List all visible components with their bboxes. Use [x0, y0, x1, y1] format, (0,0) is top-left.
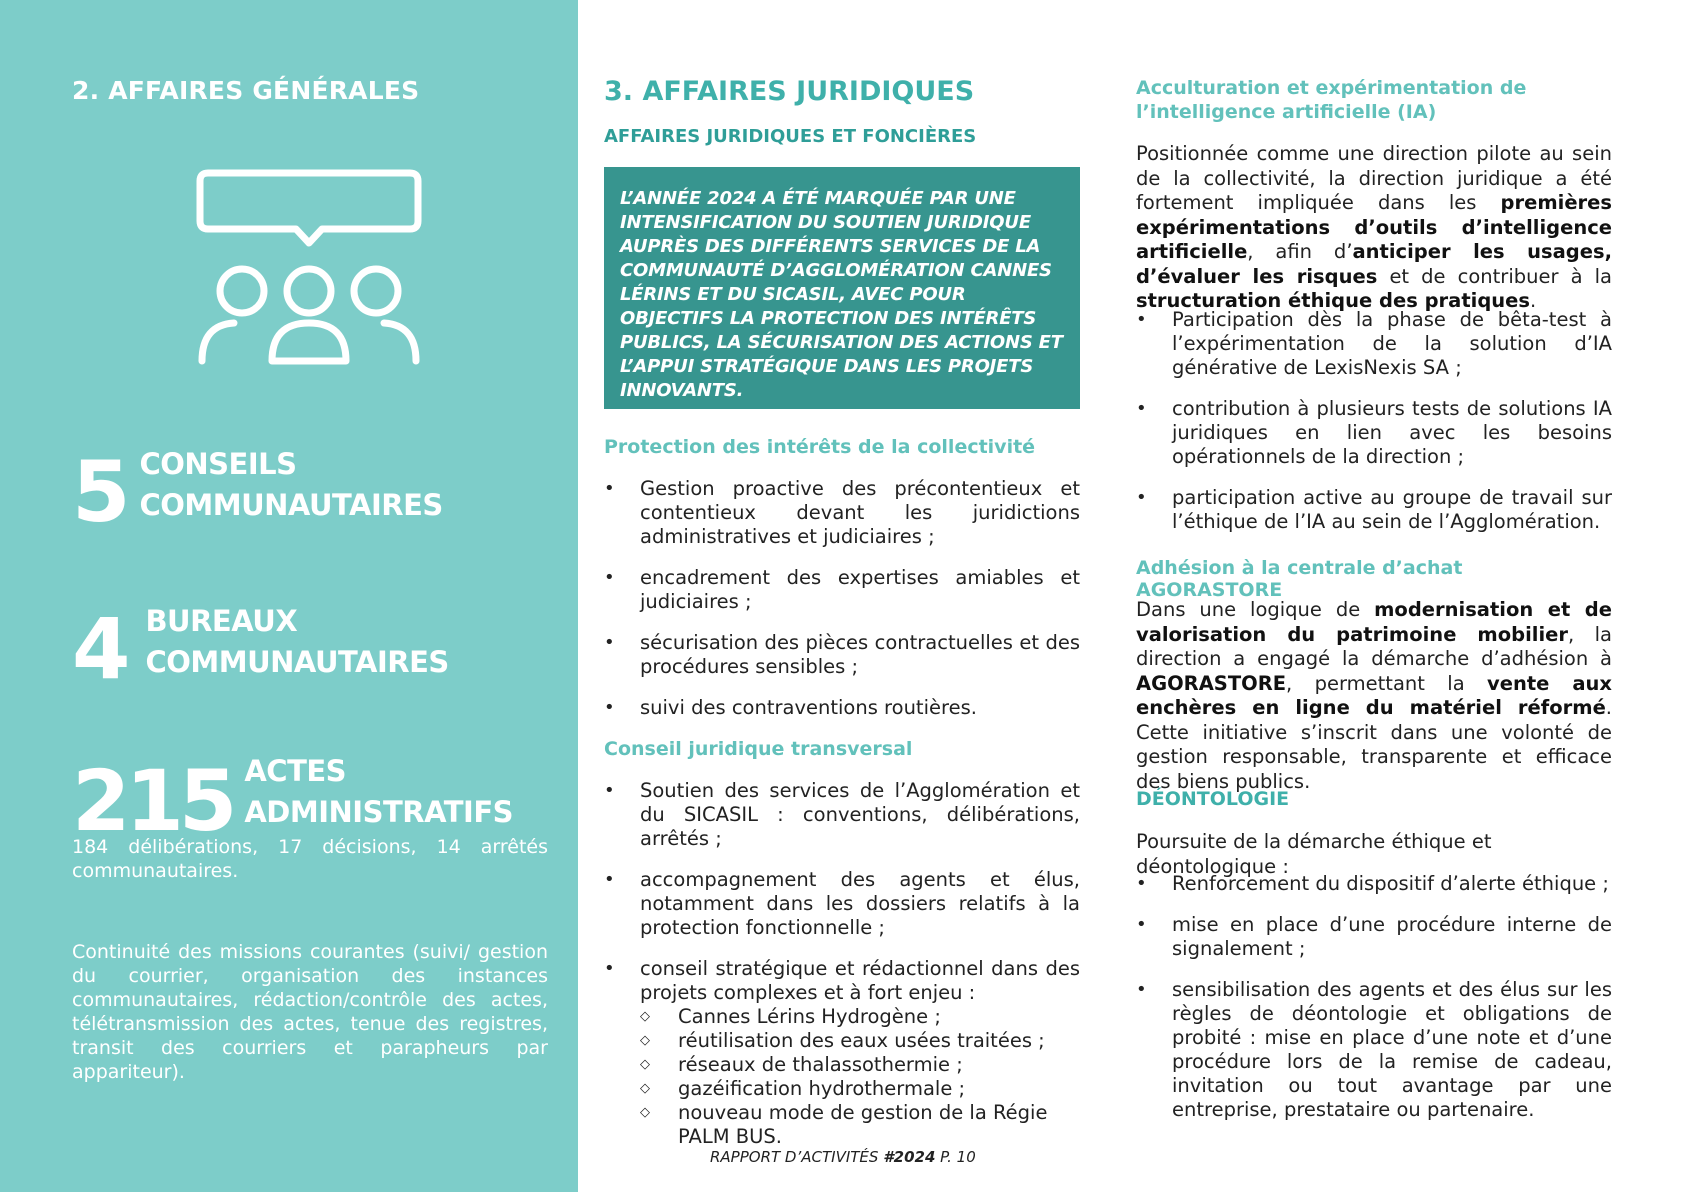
- agorastore-heading: Adhésion à la centrale d’achat AGORASTORE: [1136, 557, 1463, 601]
- text-run: , afin d’: [1247, 240, 1353, 263]
- text-run-bold: vente aux enchères en ligne du matériel réformé: [1136, 671, 1612, 719]
- intro-highlight-box: L’ANNÉE 2024 A ÉTÉ MARQUÉE PAR UNE INTENSIFICATION DU SOUTIEN JURIDIQUE AUPRÈS DES DIFFÉRENTS SERVICES DE LA COMMUNAUTÉ D’AGGLOMÉRATION CANNES LÉRINS ET DU SICASIL, AVEC POUR OBJECTIFS LA PROTECTION DES INTÉRÊTS PUBLICS, LA SÉCURISATION DES ACTIONS ET L’APPUI STRATÉGIQUE DANS LES PROJETS INNOVANTS.: [604, 167, 1080, 409]
- stat-label-line2: COMMUNAUTAIRES: [139, 488, 443, 522]
- footer-label: RAPPORT D’ACTIVITÉS: [710, 1148, 884, 1166]
- stat-number: 4: [72, 600, 126, 698]
- stat-label-line1: CONSEILS: [139, 447, 297, 481]
- list-item: • encadrement des expertises amiables et judiciaires ;: [604, 566, 1080, 614]
- ia-heading: Acculturation et expérimentation de l’intelligence artificielle (IA): [1136, 77, 1527, 123]
- list-item: • sécurisation des pièces contractuelles et des procédures sensibles ;: [604, 631, 1080, 679]
- text-run-bold: modernisation et de valorisation du patrimoine mobilier: [1136, 598, 1612, 646]
- text-run: . Cette initiative s’inscrit dans une volonté de gestion responsable, transparente et efficace des biens publics.: [1136, 696, 1612, 793]
- text-run: , la direction a engagé la démarche d’adhésion à: [1136, 622, 1613, 670]
- protection-list: [604, 477, 1080, 737]
- text-run: , permettant la: [1286, 671, 1488, 695]
- list-item: [604, 957, 1080, 1149]
- list-item: • Soutien des services de l’Agglomération et du SICASIL : conventions, délibérations, arrêtés ;: [604, 779, 1080, 851]
- list-item: • Gestion proactive des précontentieux et contentieux devant les juridictions administratives et judiciaires ;: [604, 477, 1080, 549]
- sublist-item: ◇ gazéification hydrothermale ;: [640, 1077, 1080, 1101]
- list-item: • suivi des contraventions routières.: [604, 696, 1080, 720]
- stat-label: [145, 601, 448, 683]
- page-footer: [710, 1148, 976, 1166]
- actes-detail: 184 délibérations, 17 décisions, 14 arrêtés communautaires.: [72, 836, 548, 882]
- ia-paragraph: [1136, 142, 1612, 314]
- text-run: et de contribuer à la: [1377, 264, 1612, 288]
- stat-label-line1: BUREAUX: [145, 604, 298, 638]
- sublist-item: ◇ réseaux de thalassothermie ;: [640, 1053, 1080, 1077]
- stat-bureaux: [72, 600, 449, 698]
- protection-heading: Protection des intérêts de la collectivité: [604, 436, 1036, 458]
- list-item: • Renforcement du dispositif d’alerte éthique ;: [1136, 872, 1612, 896]
- sublist-item: ◇ Cannes Lérins Hydrogène ;: [640, 1005, 1080, 1029]
- stat-label-line2: COMMUNAUTAIRES: [145, 645, 449, 679]
- text-run: .: [1530, 289, 1537, 312]
- projects-sublist: [640, 1005, 1080, 1149]
- continuity-text: Continuité des missions courantes (suivi/ gestion du courrier, organisation des instances communautaires, rédaction/contrôle des actes, télétransmission des actes, tenue des registres, transit des courriers et parapheurs par appariteur).: [72, 941, 548, 1083]
- stat-label-line1: ACTES: [244, 754, 347, 788]
- deontologie-heading: DÉONTOLOGIE: [1136, 788, 1290, 810]
- list-item: • accompagnement des agents et élus, notamment dans les dossiers relatifs à la protection fonctionnelle ;: [604, 868, 1080, 940]
- page-number: P. 10: [935, 1148, 976, 1166]
- stat-label-line2: ADMINISTRATIFS: [244, 795, 514, 829]
- deontologie-list: [1136, 872, 1612, 1139]
- section-3-title: 3. AFFAIRES JURIDIQUES: [604, 76, 975, 107]
- left-panel: [0, 0, 578, 1192]
- text-run-bold: structuration éthique des pratiques: [1136, 289, 1530, 312]
- meeting-speech-bubble-icon: [194, 165, 424, 365]
- list-item-text: conseil stratégique et rédactionnel dans des projets complexes et à fort enjeu :: [640, 957, 1080, 1004]
- text-run-bold: premières expérimentations d’outils d’intelligence artificielle: [1136, 191, 1612, 263]
- section-3-subtitle: AFFAIRES JURIDIQUES ET FONCIÈRES: [604, 126, 977, 147]
- stat-actes: [72, 752, 514, 850]
- text-run: Positionnée comme une direction pilote au sein de la collectivité, la direction juridique a été fortement impliquée dans les: [1136, 142, 1612, 214]
- footer-year: #2024: [883, 1148, 936, 1166]
- text-run-bold: AGORASTORE: [1136, 671, 1287, 695]
- text-run: Dans une logique de: [1136, 598, 1375, 621]
- stat-number: 5: [72, 443, 126, 541]
- stat-label: [244, 751, 513, 833]
- ia-list: [1136, 308, 1612, 551]
- list-item: • sensibilisation des agents et des élus sur les règles de déontologie et obligations de probité : mise en place d’une note et d’une procédure lors de la remise de cadeau, invitation ou tout avantage par une entreprise, prestataire ou partenaire.: [1136, 978, 1612, 1122]
- list-item: • contribution à plusieurs tests de solutions IA juridiques en lien avec les besoins opérationnels de la direction ;: [1136, 397, 1612, 469]
- sublist-item: ◇ réutilisation des eaux usées traitées ;: [640, 1029, 1080, 1053]
- section-2-heading: 2. AFFAIRES GÉNÉRALES: [72, 76, 420, 105]
- list-item: • Participation dès la phase de bêta-test à l’expérimentation de la solution d’IA générative de LexisNexis SA ;: [1136, 308, 1612, 380]
- agorastore-paragraph: [1136, 598, 1612, 794]
- conseil-list: [604, 779, 1080, 1166]
- stat-conseils: [72, 443, 443, 541]
- stat-number: 215: [72, 752, 233, 850]
- list-item: • mise en place d’une procédure interne de signalement ;: [1136, 913, 1612, 961]
- list-item: • participation active au groupe de travail sur l’éthique de l’IA au sein de l’Agglomération.: [1136, 486, 1612, 534]
- sublist-item: ◇ nouveau mode de gestion de la Régie PALM BUS.: [640, 1101, 1080, 1149]
- deontologie-intro: Poursuite de la démarche éthique et déontologique :: [1136, 830, 1492, 878]
- text-run-bold: anticiper les usages, d’évaluer les risques: [1136, 240, 1612, 288]
- stat-label: [139, 444, 442, 526]
- conseil-heading: Conseil juridique transversal: [604, 738, 913, 760]
